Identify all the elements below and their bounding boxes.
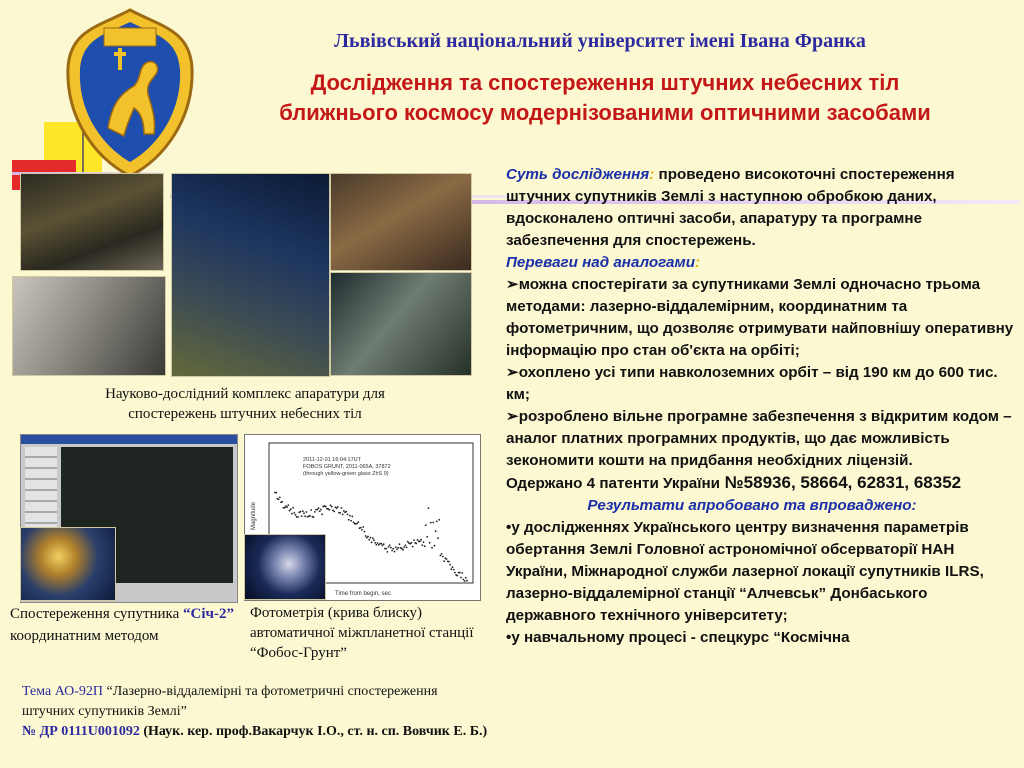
essence-paragraph <box>506 164 1018 252</box>
curve-point <box>466 580 468 582</box>
curve-point <box>275 492 277 494</box>
lab-bench-photo <box>330 272 472 376</box>
curve-point <box>415 543 417 545</box>
curve-point <box>325 506 327 508</box>
curve-point <box>380 543 382 545</box>
sich-caption-name: “Січ-2” <box>183 606 234 622</box>
result-text-1: у дослідженнях Українського центру визначення параметрів обертання Землі Головної астрономічної обсерваторії НАН України, Міжнародної служби лазерної локації супутників ILRS, лазерно-віддалемірної станції “Алчевськ” Донбаського державного технічного університету; <box>506 519 984 624</box>
curve-point <box>309 515 311 517</box>
patents-paragraph <box>506 472 1018 495</box>
arrow-bullet-icon: ➢ <box>506 408 519 425</box>
software-title-bar <box>21 435 237 444</box>
advantage-text-2: охоплено усі типи навколоземних орбіт – від 190 км до 600 тис. км; <box>506 364 998 403</box>
result-text-2: у навчальному процесі - спецкурс “Космічна <box>511 629 850 646</box>
curve-point <box>364 531 366 533</box>
curve-point <box>388 546 390 548</box>
results-label: Результати апробовано та впроваджено: <box>587 497 917 514</box>
page-title <box>225 68 985 128</box>
curve-point <box>345 511 347 513</box>
curve-point <box>331 506 333 508</box>
curve-point <box>456 575 458 577</box>
curve-point <box>446 558 448 560</box>
title-line-2: ближнього космосу модернізованими оптичними засобами <box>279 100 931 125</box>
curve-point <box>430 522 432 524</box>
curve-point <box>411 542 413 544</box>
curve-point <box>402 549 404 551</box>
curve-point <box>412 546 414 548</box>
curve-point <box>333 511 335 513</box>
curve-point <box>424 545 426 547</box>
university-crest-icon <box>60 8 200 178</box>
advantage-item-2 <box>506 362 1018 406</box>
curve-point <box>432 522 434 524</box>
sich-caption-prefix: Спостереження супутника <box>10 606 180 622</box>
curve-point <box>318 507 320 509</box>
curve-point <box>289 510 291 512</box>
curve-point <box>313 516 315 518</box>
curve-point <box>461 572 463 574</box>
curve-point <box>370 537 372 539</box>
curve-point <box>291 513 293 515</box>
patents-prefix: Одержано 4 патенти України <box>506 475 720 492</box>
curve-point <box>367 536 369 538</box>
curve-point <box>395 546 397 548</box>
advantage-item-1 <box>506 274 1018 362</box>
curve-point <box>425 524 427 526</box>
curve-point <box>303 512 305 514</box>
advantages-label: Переваги над аналогами <box>506 254 695 271</box>
curve-point <box>426 536 428 538</box>
curve-point <box>377 542 379 544</box>
curve-point <box>306 511 308 513</box>
plot-date: 2011-12-01 16:04:17UT <box>303 457 361 463</box>
laser-optics-photo <box>12 276 166 376</box>
curve-point <box>435 530 437 532</box>
advantage-text-3: розроблено вільне програмне забезпечення з відкритим кодом – аналог платних програмних продуктів, що дає можливість зекономити кошти на придбання необхідних ліцензій. <box>506 408 1012 469</box>
curve-point <box>290 508 292 510</box>
curve-point <box>392 548 394 550</box>
dr-number: № ДР 0111U001092 <box>22 724 140 739</box>
curve-point <box>351 516 353 518</box>
curve-point <box>421 544 423 546</box>
sich-satellite-image <box>20 527 116 601</box>
advantages-colon: : <box>694 254 701 271</box>
curve-point <box>448 561 450 563</box>
curve-point <box>465 577 467 579</box>
topic-block <box>22 682 492 742</box>
curve-point <box>279 497 281 499</box>
curve-point <box>361 529 363 531</box>
sich-caption <box>10 603 240 647</box>
curve-point <box>396 549 398 551</box>
curve-point <box>304 515 306 517</box>
curve-point <box>397 547 399 549</box>
curve-point <box>293 512 295 514</box>
curve-point <box>362 526 364 528</box>
result-item-1 <box>506 517 1018 627</box>
plot-object: FOBOS GRUNT, 2011-065A, 37872 <box>303 464 391 470</box>
curve-point <box>281 501 283 503</box>
curve-point <box>385 548 387 550</box>
curve-point <box>453 569 455 571</box>
sich-caption-suffix: координатним методом <box>10 628 159 644</box>
curve-point <box>419 540 421 542</box>
complex-caption: Науково-дослідний комплекс апаратури для спостережень штучних небесних тіл <box>105 386 385 422</box>
advantage-item-3 <box>506 406 1018 472</box>
curve-point <box>356 523 358 525</box>
curve-point <box>284 507 286 509</box>
curve-point <box>452 566 454 568</box>
curve-point <box>295 514 297 516</box>
curve-point <box>321 513 323 515</box>
curve-point <box>428 507 430 509</box>
plot-xlabel: Time from begin, sec <box>335 591 391 597</box>
curve-point <box>429 542 431 544</box>
curve-point <box>443 560 445 562</box>
curve-point <box>449 564 451 566</box>
curve-point <box>372 537 374 539</box>
telescope-photo <box>20 173 164 271</box>
topic-label: Тема АО-92П <box>22 684 104 699</box>
curve-point <box>297 516 299 518</box>
plot-filter: (through yellow-green glass ZhS 9) <box>303 471 389 477</box>
curve-point <box>437 537 439 539</box>
curve-point <box>286 506 288 508</box>
curve-point <box>423 541 425 543</box>
title-line-1: Дослідження та спостереження штучних небесних тіл <box>310 70 900 95</box>
arrow-bullet-icon: ➢ <box>506 276 519 293</box>
curve-point <box>292 507 294 509</box>
topic-name: “Лазерно-віддалемірні та фотометричні спостереження штучних супутників Землі” <box>22 684 438 719</box>
curve-point <box>420 539 422 541</box>
plot-ylabel: Magnitude <box>251 501 257 530</box>
curve-point <box>407 541 409 543</box>
arrow-bullet-icon: ➢ <box>506 364 519 381</box>
curve-point <box>360 527 362 529</box>
curve-point <box>341 507 343 509</box>
curve-point <box>436 521 438 523</box>
curve-point <box>353 521 355 523</box>
research-description <box>506 164 1018 649</box>
curve-point <box>450 568 452 570</box>
curve-point <box>454 572 456 574</box>
curve-point <box>434 545 436 547</box>
curve-point <box>389 544 391 546</box>
curve-point <box>438 519 440 521</box>
curve-point <box>319 510 321 512</box>
curve-point <box>399 543 401 545</box>
curve-point <box>365 535 367 537</box>
curve-point <box>300 511 302 513</box>
advantage-text-1: можна спостерігати за супутниками Землі одночасно трьома методами: лазерно-віддалемірним, координатним та фотометричним, що дозволяє отримувати найповнішу оперативну інформацію про стан об'єкта на орбіті; <box>506 276 1014 359</box>
university-name: Львівський національний університет імені Івана Франка <box>334 30 866 52</box>
fobos-grunt-image <box>244 534 326 600</box>
curve-point <box>406 547 408 549</box>
curve-point <box>278 499 280 501</box>
curve-point <box>440 555 442 557</box>
curve-point <box>357 521 359 523</box>
bullet-icon: • <box>506 519 512 536</box>
curve-point <box>339 512 341 514</box>
curve-point <box>383 543 385 545</box>
curve-point <box>330 504 332 506</box>
curve-point <box>314 511 316 513</box>
curve-point <box>343 510 345 512</box>
photometry-caption: Фотометрія (крива блиску) автоматичної міжпланетної станції “Фобос-Грунт” <box>250 605 474 661</box>
curve-point <box>348 519 350 521</box>
patents-numbers: №58936, 58664, 62831, 68352 <box>724 473 962 492</box>
curve-point <box>403 546 405 548</box>
night-sky-telescope-photo <box>171 173 330 377</box>
curve-point <box>337 506 339 508</box>
curve-point <box>405 544 407 546</box>
curve-point <box>390 547 392 549</box>
bullet-icon: • <box>506 629 512 646</box>
curve-point <box>373 539 375 541</box>
result-item-2 <box>506 627 1018 649</box>
curve-point <box>287 504 289 506</box>
curve-point <box>391 550 393 552</box>
curve-point <box>431 547 433 549</box>
curve-point <box>328 509 330 511</box>
curve-point <box>417 539 419 541</box>
curve-point <box>441 553 443 555</box>
curve-point <box>394 551 396 553</box>
curve-point <box>371 541 373 543</box>
curve-point <box>368 539 370 541</box>
curve-point <box>347 514 349 516</box>
curve-point <box>442 556 444 558</box>
curve-point <box>349 515 351 517</box>
curve-point <box>302 510 304 512</box>
curve-point <box>460 577 462 579</box>
curve-point <box>301 515 303 517</box>
curve-point <box>463 579 465 581</box>
curve-point <box>320 509 322 511</box>
curve-point <box>413 539 415 541</box>
essence-label: Суть дослідження <box>506 166 650 183</box>
curve-point <box>310 509 312 511</box>
topic-people: (Наук. кер. проф.Вакарчук І.О., ст. н. сп. Вовчик Е. Б.) <box>143 724 488 739</box>
curve-point <box>376 544 378 546</box>
curve-point <box>342 514 344 516</box>
curve-point <box>374 542 376 544</box>
curve-point <box>464 580 466 582</box>
lab-equipment-photo <box>330 173 472 271</box>
essence-text: проведено високоточні спостереження штучних супутників Землі з наступною обробкою даних, вдосконалено оптичні засоби, апаратуру та програмне забезпечення для спостережень. <box>506 166 955 249</box>
advantages-heading <box>506 252 1018 274</box>
essence-colon: : <box>649 166 655 183</box>
curve-point <box>386 551 388 553</box>
curve-point <box>350 520 352 522</box>
curve-point <box>459 572 461 574</box>
